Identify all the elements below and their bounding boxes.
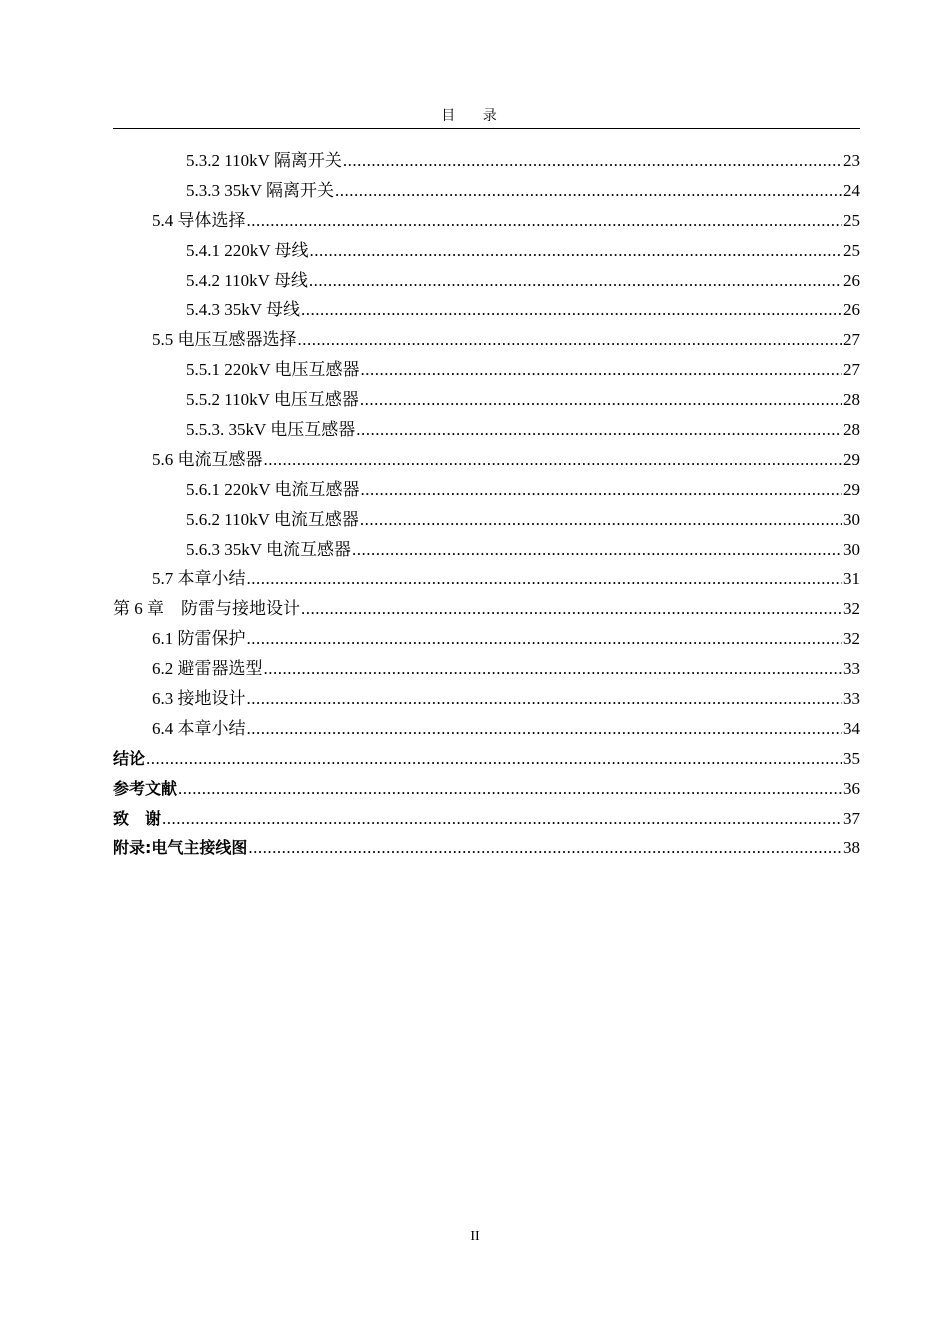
toc-dot-leader xyxy=(264,654,843,684)
toc-dot-leader xyxy=(309,236,842,266)
toc-entry-page-number: 34 xyxy=(843,718,860,738)
toc-dot-leader xyxy=(309,266,842,296)
toc-dot-leader xyxy=(247,564,843,594)
toc-dot-leader xyxy=(178,774,842,804)
toc-entry[interactable] xyxy=(113,624,860,654)
toc-entry-page-number: 25 xyxy=(843,240,860,260)
toc-dot-leader xyxy=(335,176,842,206)
toc-dot-leader xyxy=(356,415,842,445)
toc-entry-title: 6.1 防雷保护 xyxy=(152,629,246,649)
toc-dot-leader xyxy=(248,833,842,863)
table-of-contents xyxy=(113,146,860,863)
toc-entry[interactable] xyxy=(113,744,860,774)
toc-dot-leader xyxy=(360,475,842,505)
toc-entry-page-number: 38 xyxy=(843,838,860,858)
toc-entry-page-number: 35 xyxy=(843,748,860,768)
toc-entry-page-number: 33 xyxy=(843,659,860,679)
toc-entry-page-number: 29 xyxy=(843,479,860,499)
toc-entry-page-number: 30 xyxy=(843,509,860,529)
toc-entry-title: 5.5 电压互感器选择 xyxy=(152,330,297,350)
toc-entry-title: 6.3 接地设计 xyxy=(152,689,246,709)
toc-dot-leader xyxy=(343,146,842,176)
toc-entry-title: 参考文献 xyxy=(113,778,178,798)
toc-entry-page-number: 24 xyxy=(843,180,860,200)
toc-entry-page-number: 23 xyxy=(843,151,860,170)
toc-entry[interactable] xyxy=(113,535,860,565)
header-divider xyxy=(113,128,860,129)
page-header-title: 目 录 xyxy=(441,109,509,124)
toc-dot-leader xyxy=(247,714,843,744)
toc-entry-page-number: 28 xyxy=(843,390,860,410)
toc-entry[interactable] xyxy=(113,415,860,445)
toc-entry[interactable] xyxy=(113,804,860,834)
toc-entry[interactable] xyxy=(113,505,860,535)
toc-dot-leader xyxy=(360,505,842,535)
toc-entry[interactable] xyxy=(113,176,860,206)
toc-entry[interactable] xyxy=(113,146,860,176)
toc-entry-title: 5.7 本章小结 xyxy=(152,569,246,589)
toc-dot-leader xyxy=(146,744,842,774)
toc-entry[interactable] xyxy=(113,295,860,325)
toc-entry-title: 5.5.1 220kV 电压互感器 xyxy=(186,360,360,380)
toc-entry-title: 6.2 避雷器选型 xyxy=(152,659,263,679)
toc-entry-title: 5.4.1 220kV 母线 xyxy=(186,240,309,260)
toc-entry-title: 5.6.3 35kV 电流互感器 xyxy=(186,539,351,559)
toc-dot-leader xyxy=(247,206,843,236)
toc-entry[interactable] xyxy=(113,564,860,594)
toc-entry-page-number: 37 xyxy=(843,808,860,828)
toc-entry-title: 5.5.3. 35kV 电压互感器 xyxy=(186,420,356,440)
toc-dot-leader xyxy=(162,804,842,834)
toc-entry[interactable] xyxy=(113,236,860,266)
toc-entry[interactable] xyxy=(113,385,860,415)
toc-entry-page-number: 33 xyxy=(843,689,860,709)
toc-entry[interactable] xyxy=(113,325,860,355)
toc-entry-title: 5.4 导体选择 xyxy=(152,210,246,230)
toc-entry-page-number: 31 xyxy=(843,569,860,589)
toc-dot-leader xyxy=(247,684,843,714)
toc-entry-page-number: 26 xyxy=(843,300,860,320)
toc-dot-leader xyxy=(298,325,843,355)
toc-entry[interactable] xyxy=(113,833,860,863)
toc-entry-page-number: 27 xyxy=(843,360,860,380)
toc-entry[interactable] xyxy=(113,684,860,714)
toc-entry-page-number: 32 xyxy=(843,629,860,649)
toc-entry-title: 5.6 电流互感器 xyxy=(152,449,263,469)
toc-entry-page-number: 29 xyxy=(843,449,860,469)
toc-dot-leader xyxy=(247,624,843,654)
toc-entry-title: 5.4.3 35kV 母线 xyxy=(186,300,300,320)
toc-entry[interactable] xyxy=(113,266,860,296)
toc-entry[interactable] xyxy=(113,774,860,804)
toc-entry-title: 5.3.2 110kV 隔离开关 xyxy=(186,151,342,170)
toc-dot-leader xyxy=(301,295,842,325)
toc-entry[interactable] xyxy=(113,594,860,624)
toc-entry-page-number: 27 xyxy=(843,330,860,350)
toc-entry-page-number: 30 xyxy=(843,539,860,559)
toc-entry-page-number: 36 xyxy=(843,778,860,798)
toc-entry-page-number: 32 xyxy=(843,599,860,619)
toc-dot-leader xyxy=(264,445,843,475)
toc-entry[interactable] xyxy=(113,714,860,744)
toc-entry[interactable] xyxy=(113,654,860,684)
toc-entry-title: 致 谢 xyxy=(113,808,162,828)
toc-entry-title: 5.3.3 35kV 隔离开关 xyxy=(186,180,334,200)
toc-dot-leader xyxy=(352,535,842,565)
toc-entry-title: 5.6.1 220kV 电流互感器 xyxy=(186,479,360,499)
toc-entry-page-number: 28 xyxy=(843,420,860,440)
toc-entry-title: 5.6.2 110kV 电流互感器 xyxy=(186,509,359,529)
page-number: II xyxy=(470,1229,480,1244)
toc-entry-title: 附录:电气主接线图 xyxy=(113,838,248,858)
toc-entry-title: 5.4.2 110kV 母线 xyxy=(186,270,308,290)
toc-entry-title: 第 6 章 防雷与接地设计 xyxy=(113,599,300,619)
toc-entry[interactable] xyxy=(113,355,860,385)
toc-dot-leader xyxy=(360,355,842,385)
toc-entry[interactable] xyxy=(113,475,860,505)
toc-entry-title: 6.4 本章小结 xyxy=(152,718,246,738)
toc-dot-leader xyxy=(301,594,842,624)
toc-entry-page-number: 25 xyxy=(843,210,860,230)
toc-entry-title: 结论 xyxy=(113,748,146,768)
toc-entry-title: 5.5.2 110kV 电压互感器 xyxy=(186,390,359,410)
toc-entry[interactable] xyxy=(113,206,860,236)
toc-entry[interactable] xyxy=(113,445,860,475)
toc-entry-page-number: 26 xyxy=(843,270,860,290)
toc-dot-leader xyxy=(360,385,842,415)
